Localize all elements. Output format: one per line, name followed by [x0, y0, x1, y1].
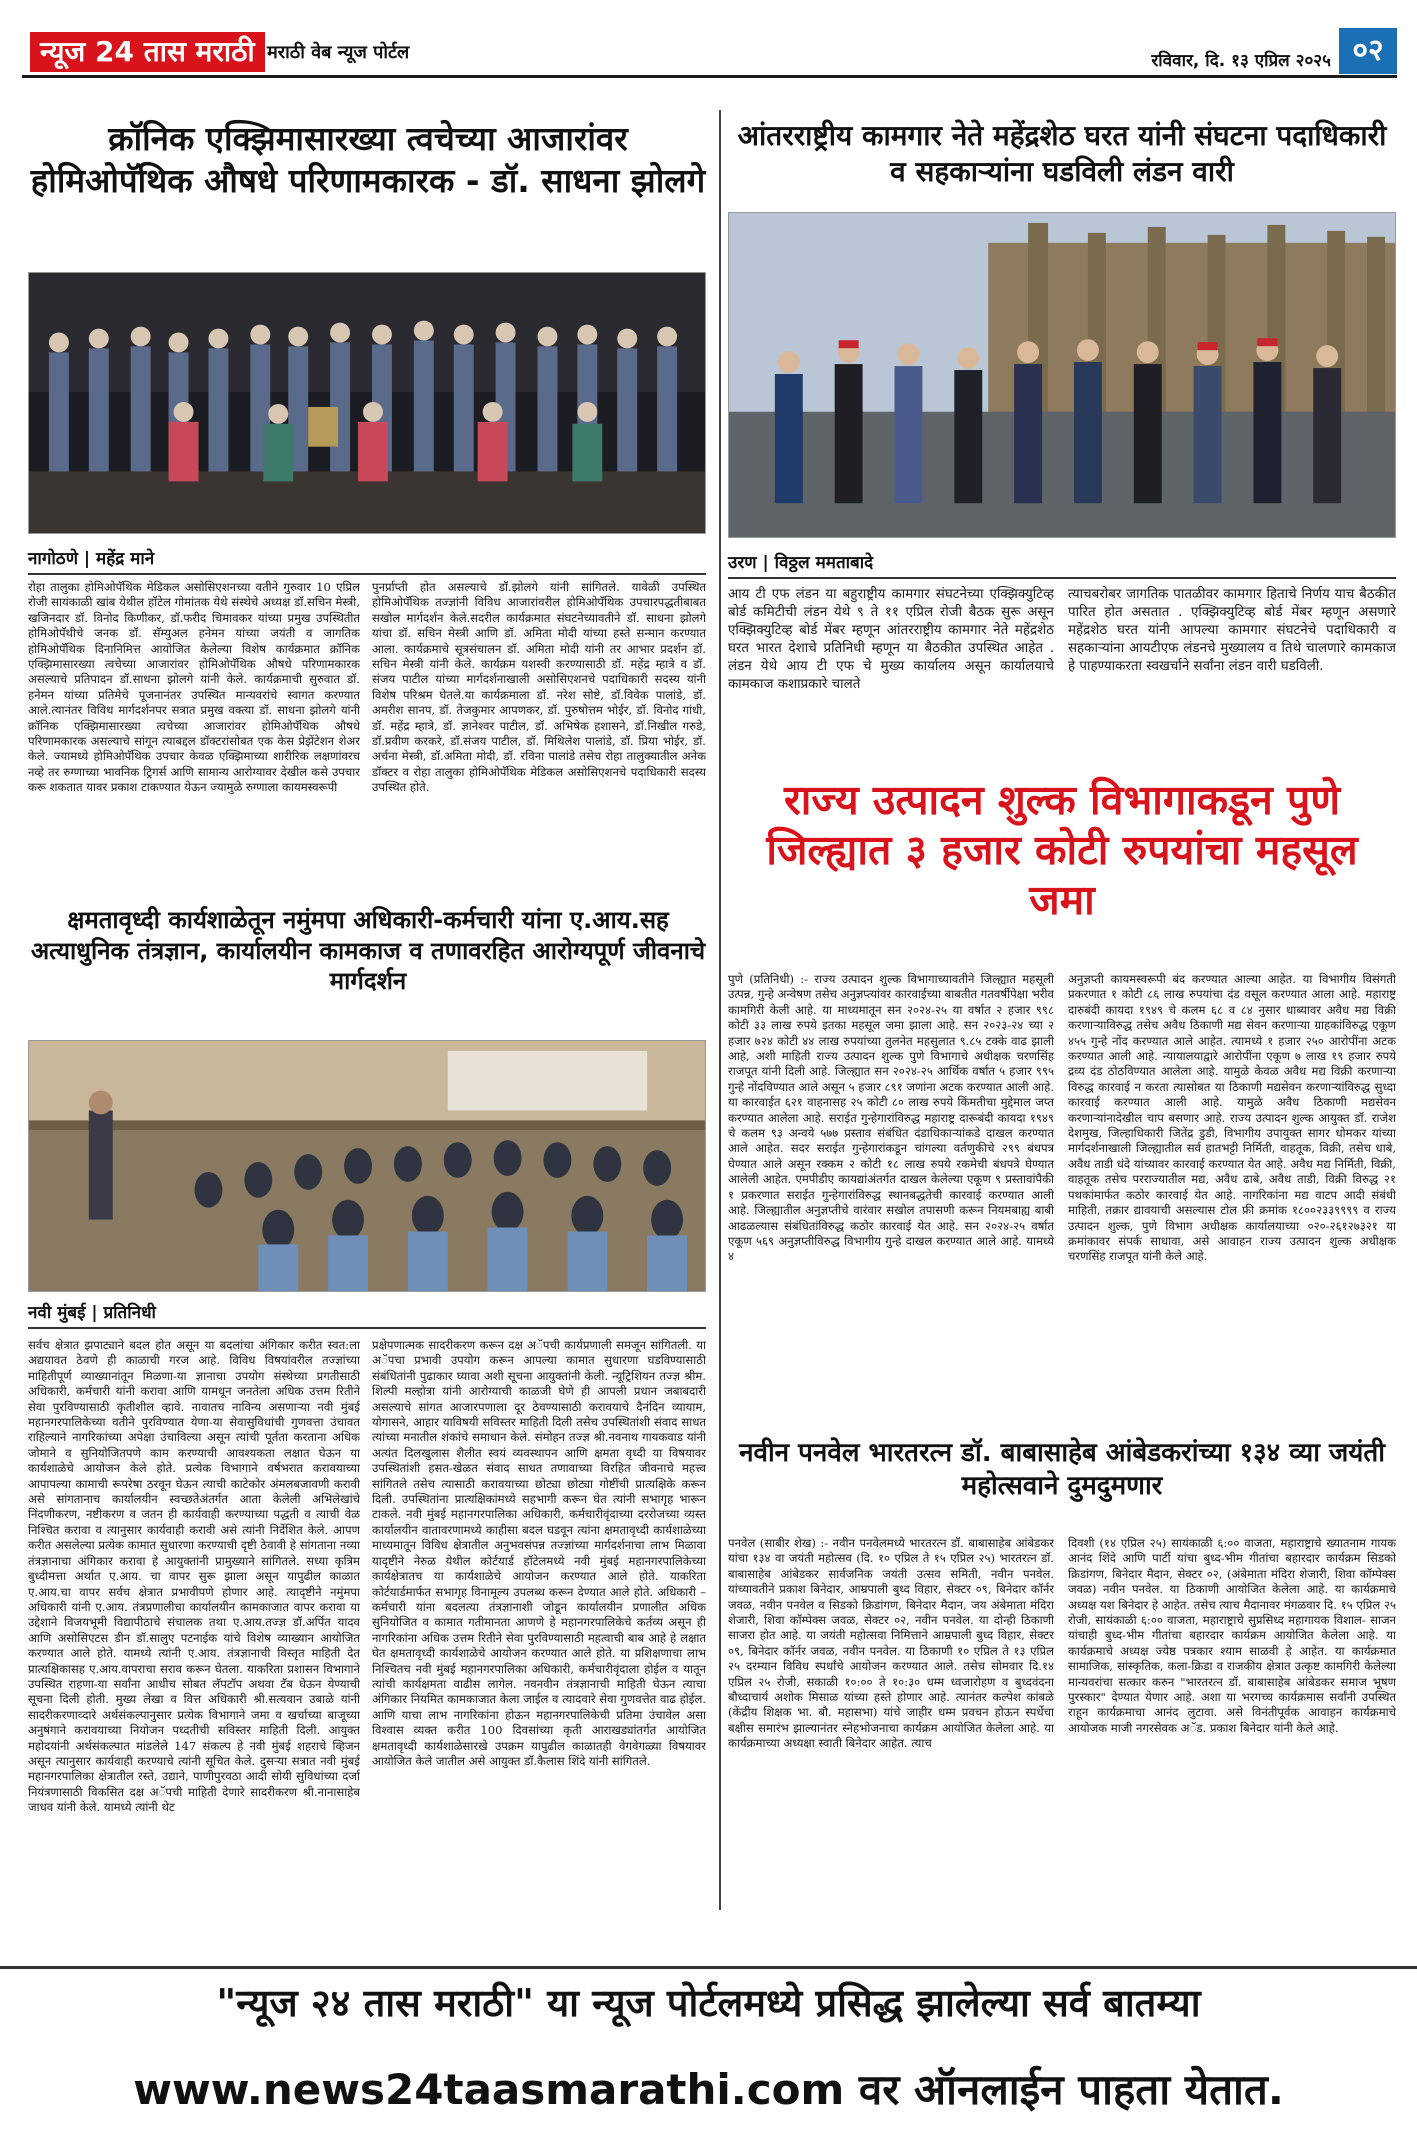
article5-column-1: पनवेल (साबीर शेख) :- नवीन पनवेलमध्ये भारतरत्न डॉ. बाबासाहेब आंबेडकर यांचा १३४ वा जयंती महोत्सव (दि. १० एप्रिल ते १५ एप्रिल २५) भारतरत्न डॉ. बाबासाहेब आंबेडकर सार्वजनिक जयंती उत्सव समिती, नवीन पनवेल. यांच्यावतीने प्रकाश बिनेदार, आम्रपाली बुध्द विहार, सेक्टर ०९, बिनेदार कॉर्नर जवळ, नवीन पनवेल व सिडको क्रिडांगण, बिनेदार मैदान, जय अंबेमाता मंदिरा शेजारी, शिवा कॉम्पेक्स जवळ, सेक्टर ०२, नवीन पनवेल. या दोन्ही ठिकाणी साजरा होत आहे. या जयंती महोत्सवा निमित्ताने आम्रपाली बुध्द विहार, सेक्टर ०९, बिनेदार कॉर्नर जवळ, नवीन पनवेल. या ठिकाणी १० एप्रिल ते १३ एप्रिल २५ दरम्यान विविध स्पर्धांचे आयोजन करण्यात आले. तसेच सोमवार दि.१४ एप्रिल २५ रोजी, सकाळी १०:०० ते १०:३० धम्म ध्वजारोहण व बुध्दवंदना बौध्दाचार्य अशोक मिसाळ यांच्या हस्ते होणार आहे. त्यानंतर कल्पेश कांबळे (केंद्रीय शिक्षक भा. बौ. महासभा) यांचे जाहीर धम्म प्रवचन होऊन स्पर्धेचा बक्षीस समारंभ झाल्यानंतर स्नेहभोजनाचा कार्यक्रम आयोजित केलेला आहे. या कार्यक्रमाच्या अध्यक्षा स्वाती बिनेदार आहेत. त्याच: [728, 1536, 1054, 1751]
article3-byline: उरण | विठ्ठल ममताबादे: [728, 550, 1396, 579]
article3-column-2: त्याचबरोबर जागतिक पातळीवर कामगार हिताचे निर्णय याच बैठकीत पारित होत असतात . एक्झिक्युटिव्ह बोर्ड मेंबर म्हणून असणारे महेंद्रशेठ घरत यांनी आपल्या कामगार संघटनेचे पदाधिकारी व सहकाऱ्यांना आयटीएफ लंडनचे मुख्यालय व तिथे चालणारे कामकाज हे पाहण्याकरता स्वखर्चाने सर्वांना लंडन वारी घडविली.: [1068, 587, 1396, 674]
article1-column-2: पुनर्प्राप्ती होत असल्याचे डॉ.झोलगे यांनी सांगितले. यावेळी उपस्थित होमिओपॅथिक तज्ज्ञांनी विविध आजारांवरील होमिओपॅथिक उपचारपद्धतीबाबत सखोल मार्गदर्शन केले.सदरील कार्यक्रमात संघटनेच्यावतीने डॉ. साधना झोलगे यांचा डॉ. सचिन मेस्त्री आणि डॉ. अमिता मोदी यांच्या हस्ते सन्मान करण्यात आला. कार्यक्रमाचे सूत्रसंचालन डॉ. अमिता मोदी यांनी तर आभार प्रदर्शन डॉ. सचिन मेस्त्री यांनी केले. कार्यक्रम यशस्वी करण्यासाठी डॉ. महेंद्र म्हात्रे व डॉ. संजय पाटील यांच्या मार्गदर्शनाखाली असोसिएशनचे पदाधिकारी सदस्य यांनी विशेष परिश्रम घेतले.या कार्यक्रमाला डॉ. नरेश सोष्टे, डॉ.विवेक पालांडे, डॉ. अमरीश सानप, डॉ. तेजकुमार आपणकर, डॉ. पुरुषोत्तम भोईर, डॉ. विनोद गांधी, डॉ. महेंद्र म्हात्रे, डॉ. ज्ञानेश्वर पाटील, डॉ. अभिषेक हशासने, डॉ.निखील गरुडे, डॉ.प्रवीण करकरे, डॉ.संजय पाटील, डॉ. मिथिलेश पालांडे, डॉ. प्रिया भोईर, डॉ. अर्चना मेस्त्री, डॉ.अमिता मोदी, डॉ. रविना पालांडे तसेच रोहा तालुक्यातील अनेक डॉक्टर व रोहा तालुका होमिओपॅथिक मेडिकल असोसिएशनचे पदाधिकारी सदस्य उपस्थित होते.: [372, 580, 706, 795]
brand-subtitle: मराठी वेब न्यूज पोर्टल: [267, 42, 410, 63]
masthead: [22, 26, 1397, 78]
article1-column-1: रोहा तालुका होमिओपॅथिक मेडिकल असोसिएशनच्या वतीने गुरुवार 10 एप्रिल रोजी सायंकाळी खांब येथील हॉटेल गोमांतक येथे संस्थेचे अध्यक्ष डॉ.सचिन मेस्त्री, खजिनदार डॉ. विनोद किणीकर, डॉ.फरीद चिमावकर यांच्या प्रमुख उपस्थितीत होमिओपॅथीचे जनक डॉ. सॅम्युअल हनेमन यांच्या जयंती व जागतिक होमिओपॅथिक दिनानिमित्त आयोजित केलेल्या विशेष कार्यक्रमात क्रॉनिक एक्झिमासारख्या त्वचेच्या आजारांवर होमिओपॅथिक औषधे परिणामकारक असल्याचे प्रतिपादन डॉ.साधना झोलगे यांनी केले. कार्यक्रमाची सुरुवात डॉ. हनेमन यांच्या प्रतिमेचे पूजनानंतर उपस्थित मान्यवरांचे स्वागत करण्यात आले.त्यानंतर विविध मार्गदर्शनपर सत्रात प्रमुख वक्त्या डॉ. साधना झोलगे यांनी क्रॉनिक एक्झिमासारख्या त्वचेच्या आजारांवर होमिओपॅथिक औषधे परिणामकारक असल्याचे सांगून त्याबद्दल डॉक्टरांसोबत एक केस प्रेझेंटेशन शेअर केले. ज्यामध्ये होमिओपॅथिक उपचार केवळ एक्झिमाच्या शारीरिक लक्षणांवरच नव्हे तर रुग्णाच्या भावनिक ट्रिगर्स आणि सामान्य आरोग्यावर देखील कसे उपचार करू शकतात यावर प्रकाश टाकण्यात येऊन ज्यामुळे रुग्णाला कायमस्वरूपी: [28, 580, 360, 795]
brand-logo: न्यूज 24 तास मराठी: [30, 32, 265, 72]
article5-column-2: दिवशी (१४ एप्रिल २५) सायंकाळी ६:०० वाजता, महाराष्ट्राचे ख्यातनाम गायक आनंद शिंदे आणि पार्टी यांचा बुध्द-भीम गीतांचा बहारदार कार्यक्रम सिडको क्रिडांगण, बिनेदार मैदान, सेक्टर ०२, (अंबेमाता मंदिरा शेजारी, शिवा कॉम्पेक्स जवळ) नवीन पनवेल. या ठिकाणी आयोजित केलेला आहे. या कार्यक्रमाचे अध्यक्ष यश बिनेदार हे आहेत. तसेच त्याच मैदानावर मंगळवार दि. १५ एप्रिल २५ रोजी, सायंकाळी ६:०० वाजता, महाराष्ट्राचे सुप्रसिध्द महागायक विशाल- साजन यांचाही बुध्द-भीम गीतांचा बहारदार कार्यक्रम आयोजित केलेला आहे. या कार्यक्रमाचे अध्यक्ष ज्येष्ठ पत्रकार श्याम साळवी हे आहेत. या कार्यक्रमात सामाजिक, सांस्कृतिक, कला-क्रिडा व राजकीय क्षेत्रात उत्कृष्ट कामगिरी केलेल्या मान्यवरांचा सत्कार करुन "भारतरत्न डॉ. बाबासाहेब आंबेडकर समाज भूषण पुरस्कार" देण्यात येणार आहे. अशा या भरगच्च कार्यक्रमास सर्वांनी उपस्थित राहून कार्यक्रमाचा आनंद लुटावा. असे विनंतीपूर्वक आवाहन कार्यक्रमाचे आयोजक माजी नगरसेवक अॅड. प्रकाश बिनेदार यांनी केले आहे.: [1068, 1536, 1396, 1735]
article4-column-1: पुणे (प्रतिनिधी) :- राज्य उत्पादन शुल्क विभागाच्यावतीने जिल्ह्यात महसूली उत्पन्न, गुन्हे अन्वेषण तसेच अनुज्ञप्त्यांवर कारवाईच्या बाबतीत गतवर्षीपेक्षा भरीव कामगिरी केली आहे. या माध्यमातून सन २०२४-२५ या वर्षात २ हजार ९९८ कोटी ३३ लाख रुपये इतका महसूल जमा झाला आहे. सन २०२३-२४ च्या २ हजार ७२४ कोटी ४४ लाख रुपयांच्या तुलनेत महसुलात ९.८५ टक्के वाढ झाली आहे, अशी माहिती राज्य उत्पादन शुल्क पुणे विभागाचे अधीक्षक चरणसिंह राजपूत यांनी दिली आहे. जिल्ह्यात सन २०२४-२५ आर्थिक वर्षात ५ हजार ९९५ गुन्हे नोंदविण्यात आले असून ५ हजार ८९१ जणांना अटक करण्यात आली आहे. या कारवाईत ६२१ वाहनासह २५ कोटी ८० लाख रुपये किंमतीचा मुद्देमाल जप्त करण्यात आलेला आहे. सराईत गुन्हेगारांविरुद्ध महाराष्ट्र दारूबंदी कायदा १९४९ चे कलम ९३ अन्वये ५७७ प्रस्ताव संबंधित दंडाधिकाऱ्यांकडे दाखल करण्यात आले आहेत. सदर सराईत गुन्हेगारांकडून चांगल्या वर्तणुकीचे २९९ बंधपत्र घेण्यात आले असून रक्कम २ कोटी १८ लाख रुपये रकमेची बंधपत्रे घेण्यात आलेली आहेत. एमपीडीए कायद्यांअंतर्गत दाखल केलेल्या एकूण ९ प्रस्तावांपैकी १ प्रकरणात सराईत गुन्हेगारांविरुद्ध स्थानबद्धतेची कारवाई करण्यात आली आहे. जिल्ह्यातील अनुज्ञप्तीचे वारंवार सखोल तपासणी करून नियमबाह्य बाबी आढळल्यास संबंधितांविरुद्ध कठोर कारवाई येत आहे. सन २०२४-२५ वर्षात एकूण ५६९ अनुज्ञप्तीविरुद्ध विभागीय गुन्हे दाखल करण्यात आले आहे. यामध्ये ४: [728, 972, 1054, 1264]
article5-headline: नवीन पनवेल भारतरत्न डॉ. बाबासाहेब आंबेडकरांच्या १३४ व्या जयंती महोत्सवाने दुमदुमणार: [739, 1438, 1385, 1502]
article3-column-1: आय टी एफ लंडन या बहुराष्ट्रीय कामगार संघटनेच्या एक्झिक्युटिव्ह बोर्ड कमिटीची लंडन येथे ९ ते ११ एप्रिल रोजी बैठक सुरू असून एक्झिक्युटिव्ह बोर्ड मेंबर म्हणून आंतरराष्ट्रीय कामगार नेते महेंद्रशेठ घरत भारत देशाचे प्रतिनिधी म्हणून या बैठकीत उपस्थित आहेत . लंडन येथे आय टी एफ चे मुख्य कार्यालय असून कार्यालयाचे कामकाज कशाप्रकारे चालते: [728, 587, 1054, 692]
article1-byline: नागोठणे | महेंद्र माने: [28, 546, 706, 575]
article2-column-1: सर्वच क्षेत्रात झपाट्याने बदल होत असून या बदलांचा अंगिकार करीत स्वत:ला अद्ययावत ठेवणे ही काळाची गरज आहे. विविध विषयांवरील तज्ज्ञांच्या माहितीपूर्ण व्याख्यानांतून मिळणा-या ज्ञानाचा उपयोग संस्थेच्या प्रगतीसाठी अधिकारी, कर्मचारी यांनी करावा आणि यामधून जनतेला अधिक उत्तम रितीने सेवा पुरविण्यासाठी कृतीशील व्हावे. नावातच नाविन्य असणाऱ्या नवी मुंबई महानगरपालिकेच्या वतीने पुरविण्यात येणा-या सेवासुविधांची गुणवत्ता उंचावत राहिल्याने नागरिकांच्या अपेक्षा उंचाविल्या असून त्यांची पूर्तता करताना अधिक जोमाने व सुनियोजितपणे काम करण्याची आवश्यकता लक्षात घेऊन या कार्यशाळेचे आयोजन केले होते. प्रत्येक विभागाने वर्षभरात करावयाच्या आपापल्या कामाची रूपरेषा ठरवून घेऊन त्याची काटेकोर अंमलबजावणी करावी असे सांगतानाच कार्यालयीन स्वच्छतेअंतर्गत आता केलेली अभिलेखांचे निंदणीकरण, नष्टीकरण व जतन ही कार्यवाही करण्याच्या पद्धती व त्याची वेळ निश्चित करावा व त्यानुसार कार्यवाही करावी असे त्यांनी निर्देशित केले. आपण करीत असलेल्या प्रत्येक कामात सुधारणा करण्याची दृष्टी ठेवावी हे सांगताना नव्या तंत्रज्ञानाचा अंगिकार करावा हे आयुक्तांनी प्रामुख्याने सांगितले. सध्या कृत्रिम बुध्दीमत्ता अर्थात ए.आय. चा वापर सुरू झाला असून यापुढील काळात ए.आय.चा वापर सर्वच क्षेत्रात प्रभावीपणे होणार आहे. त्यादृष्टीने नमुंमपा अधिकारी यांनी ए.आय. तंत्रप्रणालीचा कार्यालयीन कामकाजात वापर करावा या उद्देशाने विजयभूमी विद्यापीठाचे संचालक तथा ए.आय.तज्ज्ञ डॉ.अर्पित यादव आणि असोसिएटस डीन डॉ.सालुए पटनाईक यांचे विशेष व्याख्यान आयोजित करण्यात आले होते. यामध्ये त्यांनी ए.आय. तंत्रज्ञानाची विस्तृत माहिती देत प्रात्यक्षिकासह ए.आय.वापराचा सराव करून घेतला. याकरिता प्रशासन विभागाने उपस्थित राहणा-या सर्वांना आधीच सोबत लॅपटॉप अथवा टॅब घेऊन येण्याची सूचना दिली होती. मुख्य लेखा व वित्त अधिकारी श्री.सत्यवान उबाळे यांनी सादरीकरणाव्दारे अर्थसंकल्पानुसार प्रत्येक विभागाने जमा व खर्चाच्या बाजूच्या अनुषंगाने करावयाच्या नियोजन पध्दतीची सविस्तर माहिती दिली. आयुक्त महोदयांनी अर्थसंकल्पात मांडलेले 147 संकल्प हे नवी मुंबई शहराचे व्हिजन असून त्यानुसार कार्यवाही करण्याचे त्यांनी सूचित केले. दुसऱ्या सत्रात नवी मुंबई महानगरपालिका क्षेत्रातील रस्ते, उद्याने, पाणीपुरवठा आदी सोयी सुविधांच्या दर्जा नियंत्रणासाठी विकसित दक्ष अॅपची माहिती देणारे सादरीकरण श्री.नानासाहेब जाधव यांनी केले. यामध्ये त्यांनी थेट: [28, 1338, 360, 1815]
article2-workshop-photo: [28, 1040, 706, 1292]
article1-group-photo: [28, 272, 706, 534]
article2-headline: क्षमतावृध्दी कार्यशाळेतून नमुंमपा अधिकारी-कर्मचारी यांना ए.आय.सह अत्याधुनिक तंत्रज्ञान, कार्यालयीन कामकाज व तणावरहित आरोग्यपूर्ण जीवनाचे मार्गदर्शन: [30, 906, 706, 996]
footer-notice: "न्यूज २४ तास मराठी" या न्यूज पोर्टलमध्ये प्रसिद्ध झालेल्या सर्व बातम्या: [216, 1981, 1201, 2025]
article4-column-2: अनुज्ञप्ती कायमस्वरूपी बंद करण्यात आल्या आहेत. या विभागीय विसंगती प्रकरणात १ कोटी ८६ लाख रुपयांचा दंड वसूल करण्यात आला आहे. महाराष्ट्र दारुबंदी कायदा १९४९ चे कलम ६८ व ८४ नुसार धाब्यावर अवैध मद्य विक्री करणाऱ्याविरुद्ध तसेच अवैध ठिकाणी मद्य सेवन करणाऱ्या ग्राहकांविरुद्ध एकूण ४५५ गुन्हे नोंद करण्यात आले आहेत. त्यामध्ये १ हजार २५० आरोपींना अटक करण्यात आली आहे. न्यायालयाद्वारे आरोपींना एकूण ७ लाख १९ हजार रुपये द्रव्य दंड ठोठविण्यात आलेला आहे. यामुळे केवळ अवैध मद्य विक्री करणाऱ्या विरुद्ध कारवाई न करता त्यासोबत या ठिकाणी मद्यसेवन करणाऱ्यांविरुद्ध सुध्दा कारवाई करण्यात आली आहे. यामुळे अवैध ठिकाणी मद्यसेवन करणाऱ्यांनादेखील चाप बसणार आहे. राज्य उत्पादन शुल्क आयुक्त डॉ. राजेश देशमुख, जिल्हाधिकारी जितेंद्र डुडी, विभागीय उपायुक्त सागर धोमकर यांच्या मार्गदर्शनाखाली जिल्ह्यातील सर्व हातभट्टी निर्मिती, वाहतूक, विक्री, तसेच धाबे, अवैध ताडी धंदे यांच्यावर कारवाई करण्यात येत आहे. अवैध मद्य निर्मिती, विक्री, वाहतूक तसेच परराज्यातील मद्य, अवैध ढाबे, अवैध ताडी, विक्री विरुद्ध २१ पथकांमार्फत कठोर कारवाई येत आहे. नागरिकांना मद्य वाटप आदी संबंधी माहिती, तक्रार द्यावयाची असल्यास टोल फ्री क्रमांक १८००२३३९९९९ व राज्य उत्पादन शुल्क, पुणे विभाग अधीक्षक कार्यालयाच्या ०२०-२६१२७३२१ या क्रमांकावर संपर्क साधावा, असे आवाहन राज्य उत्पादन शुल्क अधीक्षक चरणसिंह राजपूत यांनी केले आहे.: [1068, 972, 1396, 1264]
article3-headline: आंतरराष्ट्रीय कामगार नेते महेंद्रशेठ घरत यांनी संघटना पदाधिकारी व सहकाऱ्यांना घडविली लंडन वारी: [737, 119, 1387, 188]
footer-website[interactable]: www.news24taasmarathi.com वर ऑनलाईन पाहता येतात.: [133, 2065, 1284, 2114]
column-divider: [719, 110, 721, 1910]
article2-column-2: प्रक्षेपणात्मक सादरीकरण करून दक्ष अॅपची कार्यप्रणाली समजून सांगितली. या अॅपचा प्रभावी उपयोग करून आपल्या कामात सुधारणा घडविण्यासाठी संबंधितांनी पुढाकार घ्यावा अशी सूचना आयुक्तांनी केली. न्यूट्रिशियन तज्ज्ञ श्रीम. शिल्पी मल्होत्रा यांनी आरोग्याची काळजी घेणे ही आपली प्रधान जबाबदारी असल्याचे सांगत आजारपणाला दूर ठेवण्यासाठी करावयाचे दैनंदिन व्यायाम, योगासने, आहार याविषयी सविस्तर माहिती दिली तसेच उपस्थितांशी संवाद साधत त्यांच्या मनातील शंकांचे समाधान केले. संमोहन तज्ज्ञ श्री.नवनाथ गायकवाड यांनी अत्यंत दिलखुलास शैलीत स्वयं व्यवस्थापन आणि क्षमता वृध्दी या विषयावर उपस्थितांशी हसत-खेळत संवाद साधत तणावाच्या विरहित जीवनाचे महत्त्व सांगितले तसेच त्यासाठी करावयाच्या छोट्या छोट्या गोष्टींची प्रात्यक्षिके करून दिली. उपस्थितांना प्रात्यक्षिकांमध्ये सहभागी करून घेत त्यांनी सभागृह भारून टाकले. नवी मुंबई महानगरपालिका अधिकारी, कर्मचारीवृंदाच्या दररोजच्या व्यस्त कार्यालयीन वातावरणामध्ये काहीसा बदल घडवून त्यांना क्षमतावृध्दी कार्यशाळेच्या माध्यमातून विविध क्षेत्रातील अनुभवसंपन्न तज्ज्ञांच्या मार्गदर्शनाचा लाभ मिळावा यादृष्टीने नेरुळ येथील कोर्टयार्ड हॉटेलमध्ये नवी मुंबई महानगरपालिकेच्या कार्यक्षेत्रातच या कार्यशाळेचे आयोजन करण्यात आले होते. याकरिता कोर्टयार्डमार्फत सभागृह विनामूल्य उपलब्ध करून देण्यात आले होते. अधिकारी – कर्मचारी यांना बदलत्या तंत्रज्ञानाशी जोडून कार्यालयीन प्रणालीत अधिक सुनियोजित व कामात गतीमानता आणणे हे महानगरपालिकेचे कर्तव्य असून ही नागरिकांना अधिक उत्तम रितीने सेवा पुरविण्यासाठी महत्वाची बाब आहे हे लक्षात घेत क्षमतावृध्दी कार्यशाळेचे आयोजन करण्यात आले होते. या प्रशिक्षणाचा लाभ निश्चितच नवी मुंबई महानगरपालिका अधिकारी, कर्मचारीवृंदाला होईल व यातून त्यांची कार्यक्षमता वाढीस लागेल. नवनवीन तंत्रज्ञानाची माहिती घेऊन त्याचा अंगिकार नियमित कामकाजात केला जाईल व त्यादवारे सेवा गुणवत्तेत वाढ होईल. आणि याचा लाभ नागरिकांना होऊन महानगरपालिकेची प्रतिमा उंचावेल असा विश्वास व्यक्त करीत 100 दिवसांच्या कृती आराखड्यांतर्गत आयोजित क्षमतावृध्दी कार्यशाळेसारखे उपक्रम यापुढील काळातही वेगवेगळ्या विषयावर आयोजित केले जातील असे आयुक्त डॉ.कैलास शिंदे यांनी सांगितले.: [372, 1338, 706, 1768]
issue-date: रविवार, दि. १३ एप्रिल २०२५: [1151, 51, 1331, 71]
page-number: ०२: [1339, 28, 1397, 74]
article1-headline: क्रॉनिक एक्झिमासारख्या त्वचेच्या आजारांवर होमिओपॅथिक औषधे परिणामकारक - डॉ. साधना झोलगे: [30, 119, 706, 201]
article2-byline: नवी मुंबई | प्रतिनिधी: [28, 1300, 706, 1329]
footer-divider: [0, 1966, 1417, 1969]
article3-london-photo: [728, 212, 1396, 538]
article4-headline: राज्य उत्पादन शुल्क विभागाकडून पुणे जिल्ह्यात ३ हजार कोटी रुपयांचा महसूल जमा: [766, 776, 1358, 925]
